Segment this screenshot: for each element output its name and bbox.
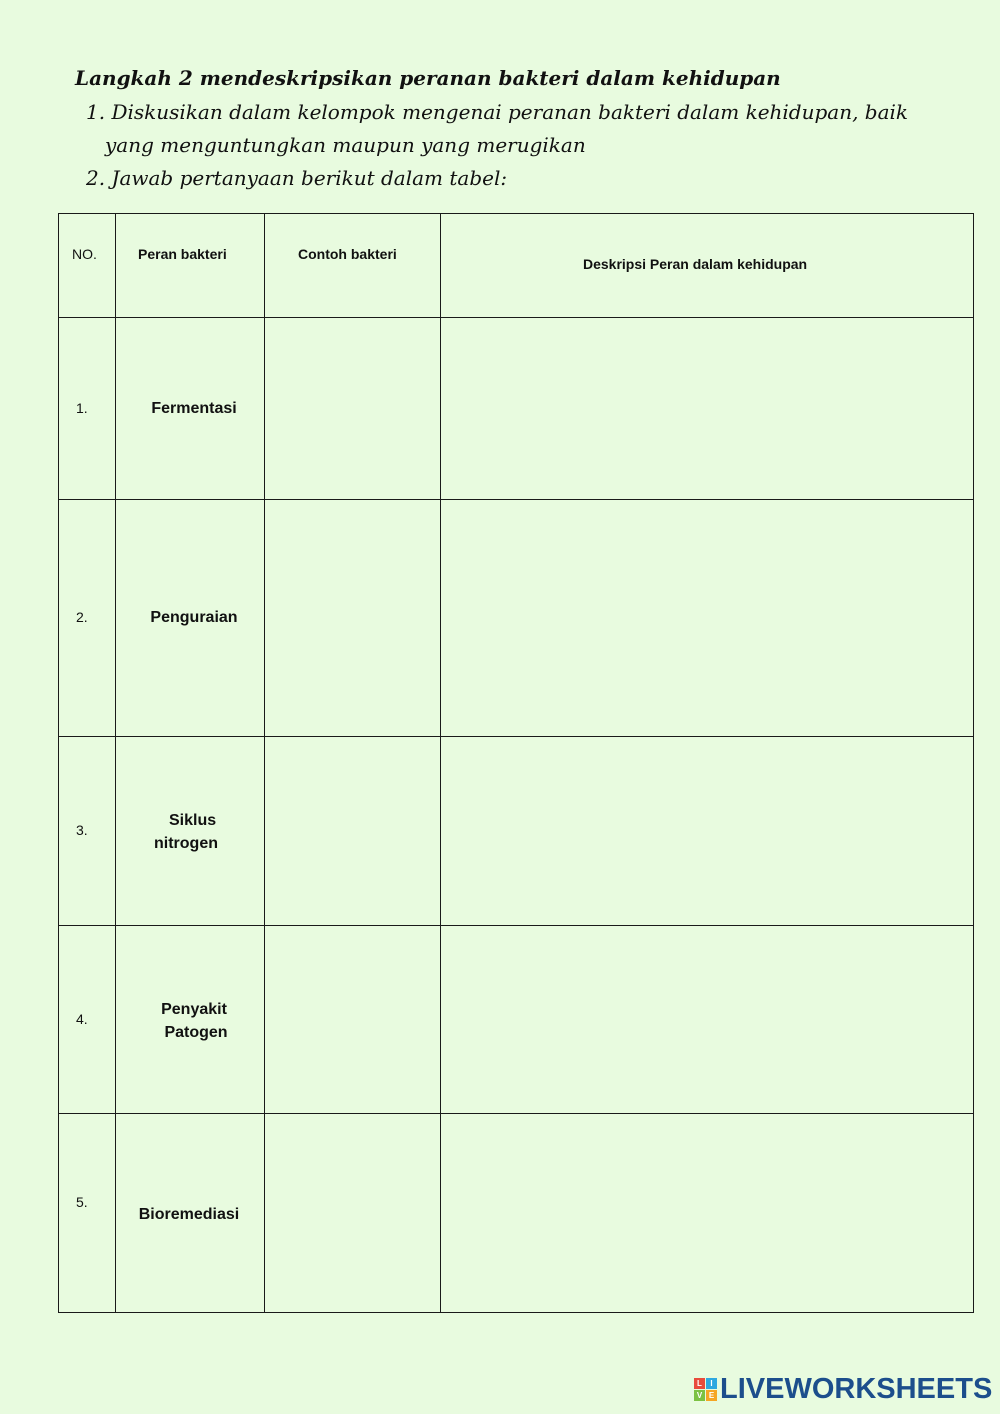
row-role-cell bbox=[116, 318, 265, 500]
row-role bbox=[116, 998, 272, 1044]
row-role bbox=[116, 397, 272, 420]
logo-letter-v: V bbox=[694, 1390, 705, 1401]
header-cell-role bbox=[116, 214, 265, 318]
example-answer-cell[interactable] bbox=[265, 318, 441, 500]
logo-letter-i: I bbox=[706, 1378, 717, 1389]
row-role-line-1: Bioremediasi bbox=[138, 1206, 240, 1223]
row-number-cell bbox=[59, 926, 116, 1114]
header-cell-description bbox=[441, 214, 974, 318]
row-role-line-1: Siklus bbox=[169, 812, 217, 829]
row-role-line-2: Patogen bbox=[164, 1024, 228, 1041]
row-number-cell bbox=[59, 318, 116, 500]
row-number: 4. bbox=[76, 1011, 88, 1027]
header-no: NO. bbox=[72, 246, 97, 262]
row-number-cell bbox=[59, 500, 116, 737]
liveworksheets-logo bbox=[694, 1374, 992, 1404]
table-row bbox=[59, 737, 974, 926]
liveworksheets-icon bbox=[694, 1378, 717, 1401]
instruction-2: 2. Jawab pertanyaan berikut dalam tabel: bbox=[86, 166, 508, 190]
logo-letter-e: E bbox=[706, 1390, 717, 1401]
row-number: 3. bbox=[76, 822, 88, 838]
table-header-row bbox=[59, 214, 974, 318]
header-example: Contoh bakteri bbox=[298, 246, 397, 262]
description-answer-cell[interactable] bbox=[441, 1114, 974, 1313]
brand-text: LIVEWORKSHEETS bbox=[720, 1372, 993, 1405]
example-answer-cell[interactable] bbox=[265, 737, 441, 926]
row-role-line-1: Penyakit bbox=[161, 1001, 227, 1018]
bacteria-role-table bbox=[58, 213, 974, 1313]
row-role-line-1: Penguraian bbox=[150, 609, 238, 626]
description-answer-cell[interactable] bbox=[441, 318, 974, 500]
row-role-cell bbox=[116, 737, 265, 926]
header-role: Peran bakteri bbox=[138, 246, 227, 262]
logo-letter-l: L bbox=[694, 1378, 705, 1389]
description-answer-cell[interactable] bbox=[441, 500, 974, 737]
table-row bbox=[59, 1114, 974, 1313]
instruction-1-line-1: 1. Diskusikan dalam kelompok mengenai peranan bakteri dalam kehidupan, baik bbox=[86, 100, 909, 124]
example-answer-cell[interactable] bbox=[265, 926, 441, 1114]
row-role-cell bbox=[116, 1114, 265, 1313]
header-description: Deskripsi Peran dalam kehidupan bbox=[583, 256, 808, 272]
instruction-1-line-2: yang menguntungkan maupun yang merugikan bbox=[105, 133, 586, 157]
row-role bbox=[116, 606, 272, 629]
row-role-cell bbox=[116, 926, 265, 1114]
example-answer-cell[interactable] bbox=[265, 1114, 441, 1313]
page-title: Langkah 2 mendeskripsikan peranan bakteri dalam kehidupan bbox=[75, 66, 781, 90]
row-role-line-1: Fermentasi bbox=[151, 400, 237, 417]
description-answer-cell[interactable] bbox=[441, 926, 974, 1114]
row-number: 1. bbox=[76, 400, 88, 416]
row-role bbox=[154, 809, 218, 855]
row-role bbox=[116, 1203, 262, 1226]
row-number: 5. bbox=[76, 1194, 88, 1210]
header-cell-no bbox=[59, 214, 116, 318]
table-row bbox=[59, 500, 974, 737]
table-row bbox=[59, 318, 974, 500]
row-role-line-2: nitrogen bbox=[154, 835, 218, 852]
header-cell-example bbox=[265, 214, 441, 318]
row-role-cell bbox=[116, 500, 265, 737]
description-answer-cell[interactable] bbox=[441, 737, 974, 926]
row-number-cell bbox=[59, 737, 116, 926]
table-row bbox=[59, 926, 974, 1114]
example-answer-cell[interactable] bbox=[265, 500, 441, 737]
row-number: 2. bbox=[76, 609, 88, 625]
row-number-cell bbox=[59, 1114, 116, 1313]
